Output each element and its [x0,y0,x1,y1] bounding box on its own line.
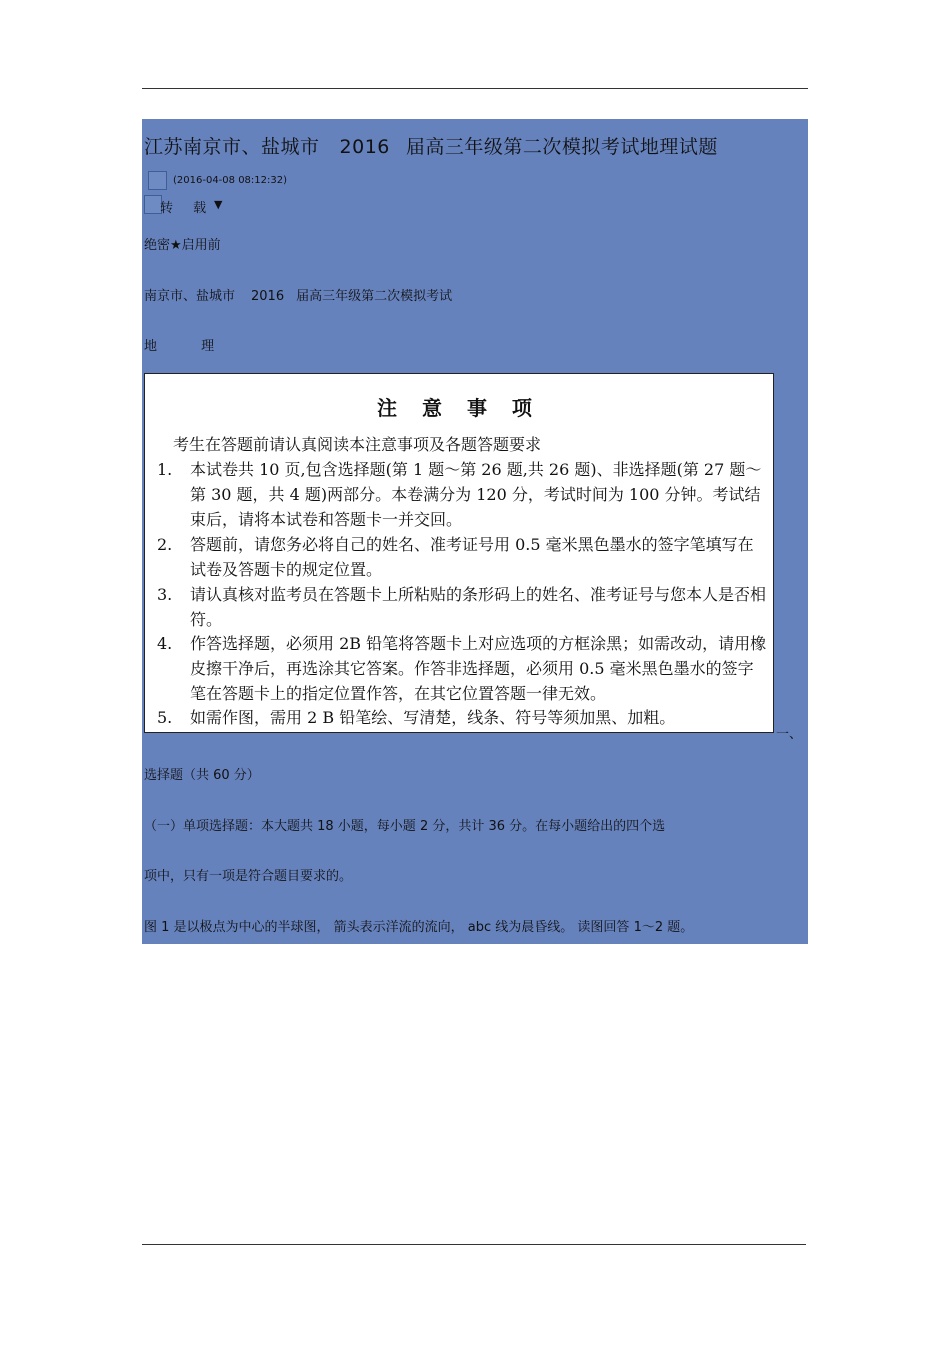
notice-title: 注 意 事 项 [377,396,541,420]
notice-item-number: 4. [157,634,173,653]
notice-intro: 考生在答题前请认真阅读本注意事项及各题答题要求 [173,435,542,454]
notice-item-number: 3. [157,585,173,604]
repost-button[interactable]: 转 载 [160,201,215,216]
footer-rule [142,1244,806,1245]
section-title: 选择题（共 60 分） [144,768,260,783]
notice-item-text: 如需作图，需用 2 B 铅笔绘、写清楚，线条、符号等须加黑、加粗。 [190,708,676,727]
notice-item-text: 答题前，请您务必将自己的姓名、准考证号用 0.5 毫米黑色墨水的签字笔填写在试卷及答题卡的规定位置。 [190,535,754,579]
figure-description: 图 1 是以极点为中心的半球图， 箭头表示洋流的流向， abc 线为晨昏线。 读图回答 1～2 题。 [144,920,694,935]
title-year: 2016 [339,136,390,158]
article-title [144,132,718,159]
notice-item [157,532,767,582]
subtitle-year: 2016 [251,289,285,304]
notice-item [157,631,767,706]
notice-item-number: 1. [157,460,173,479]
notice-item-text: 本试卷共 10 页,包含选择题(第 1 题～第 26 题,共 26 题)、非选择题(第 27 题～第 30 题，共 4 题)两部分。本卷满分为 120 分，考试时间为 100 分钟。考试结束后，请将本试卷和答题卡一并交回。 [190,460,762,529]
section-number: 一、 [776,727,803,742]
notice-item-text: 作答选择题，必须用 2B 铅笔将答题卡上对应选项的方框涂黑；如需改动，请用橡皮擦干净后，再选涂其它答案。作答非选择题，必须用 0.5 毫米黑色墨水的签字笔在答题卡上的指定位置作答，在其它位置答题一律无效。 [190,634,767,703]
instruction-line-2: 项中，只有一项是符合题目要求的。 [144,869,353,884]
title-part2: 届高三年级第二次模拟考试地理试题 [405,136,718,158]
exam-subtitle [144,285,452,304]
subject-label: 地 理 [144,339,235,354]
header-rule [142,88,808,89]
notice-box [144,373,774,733]
notice-item-number: 2. [157,535,173,554]
avatar-icon [148,171,167,190]
subtitle-part1: 南京市、盐城市 [144,289,236,304]
post-timestamp: (2016-04-08 08:12:32) [173,175,288,186]
notice-item-text: 请认真核对监考员在答题卡上所粘贴的条形码上的姓名、准考证号与您本人是否相符。 [190,585,767,629]
title-part1: 江苏南京市、盐城市 [144,136,320,158]
instruction-line-1: （一）单项选择题：本大题共 18 小题，每小题 2 分，共计 36 分。在每小题给出的四个选 [144,819,666,834]
notice-item [157,457,767,532]
confidential-label: 绝密★启用前 [144,238,221,253]
notice-item-number: 5. [157,708,173,727]
subtitle-part2: 届高三年级第二次模拟考试 [296,289,453,304]
notice-item [157,582,767,632]
chevron-down-icon[interactable]: ▼ [214,198,223,211]
article-panel [142,119,808,944]
notice-item [157,705,767,730]
